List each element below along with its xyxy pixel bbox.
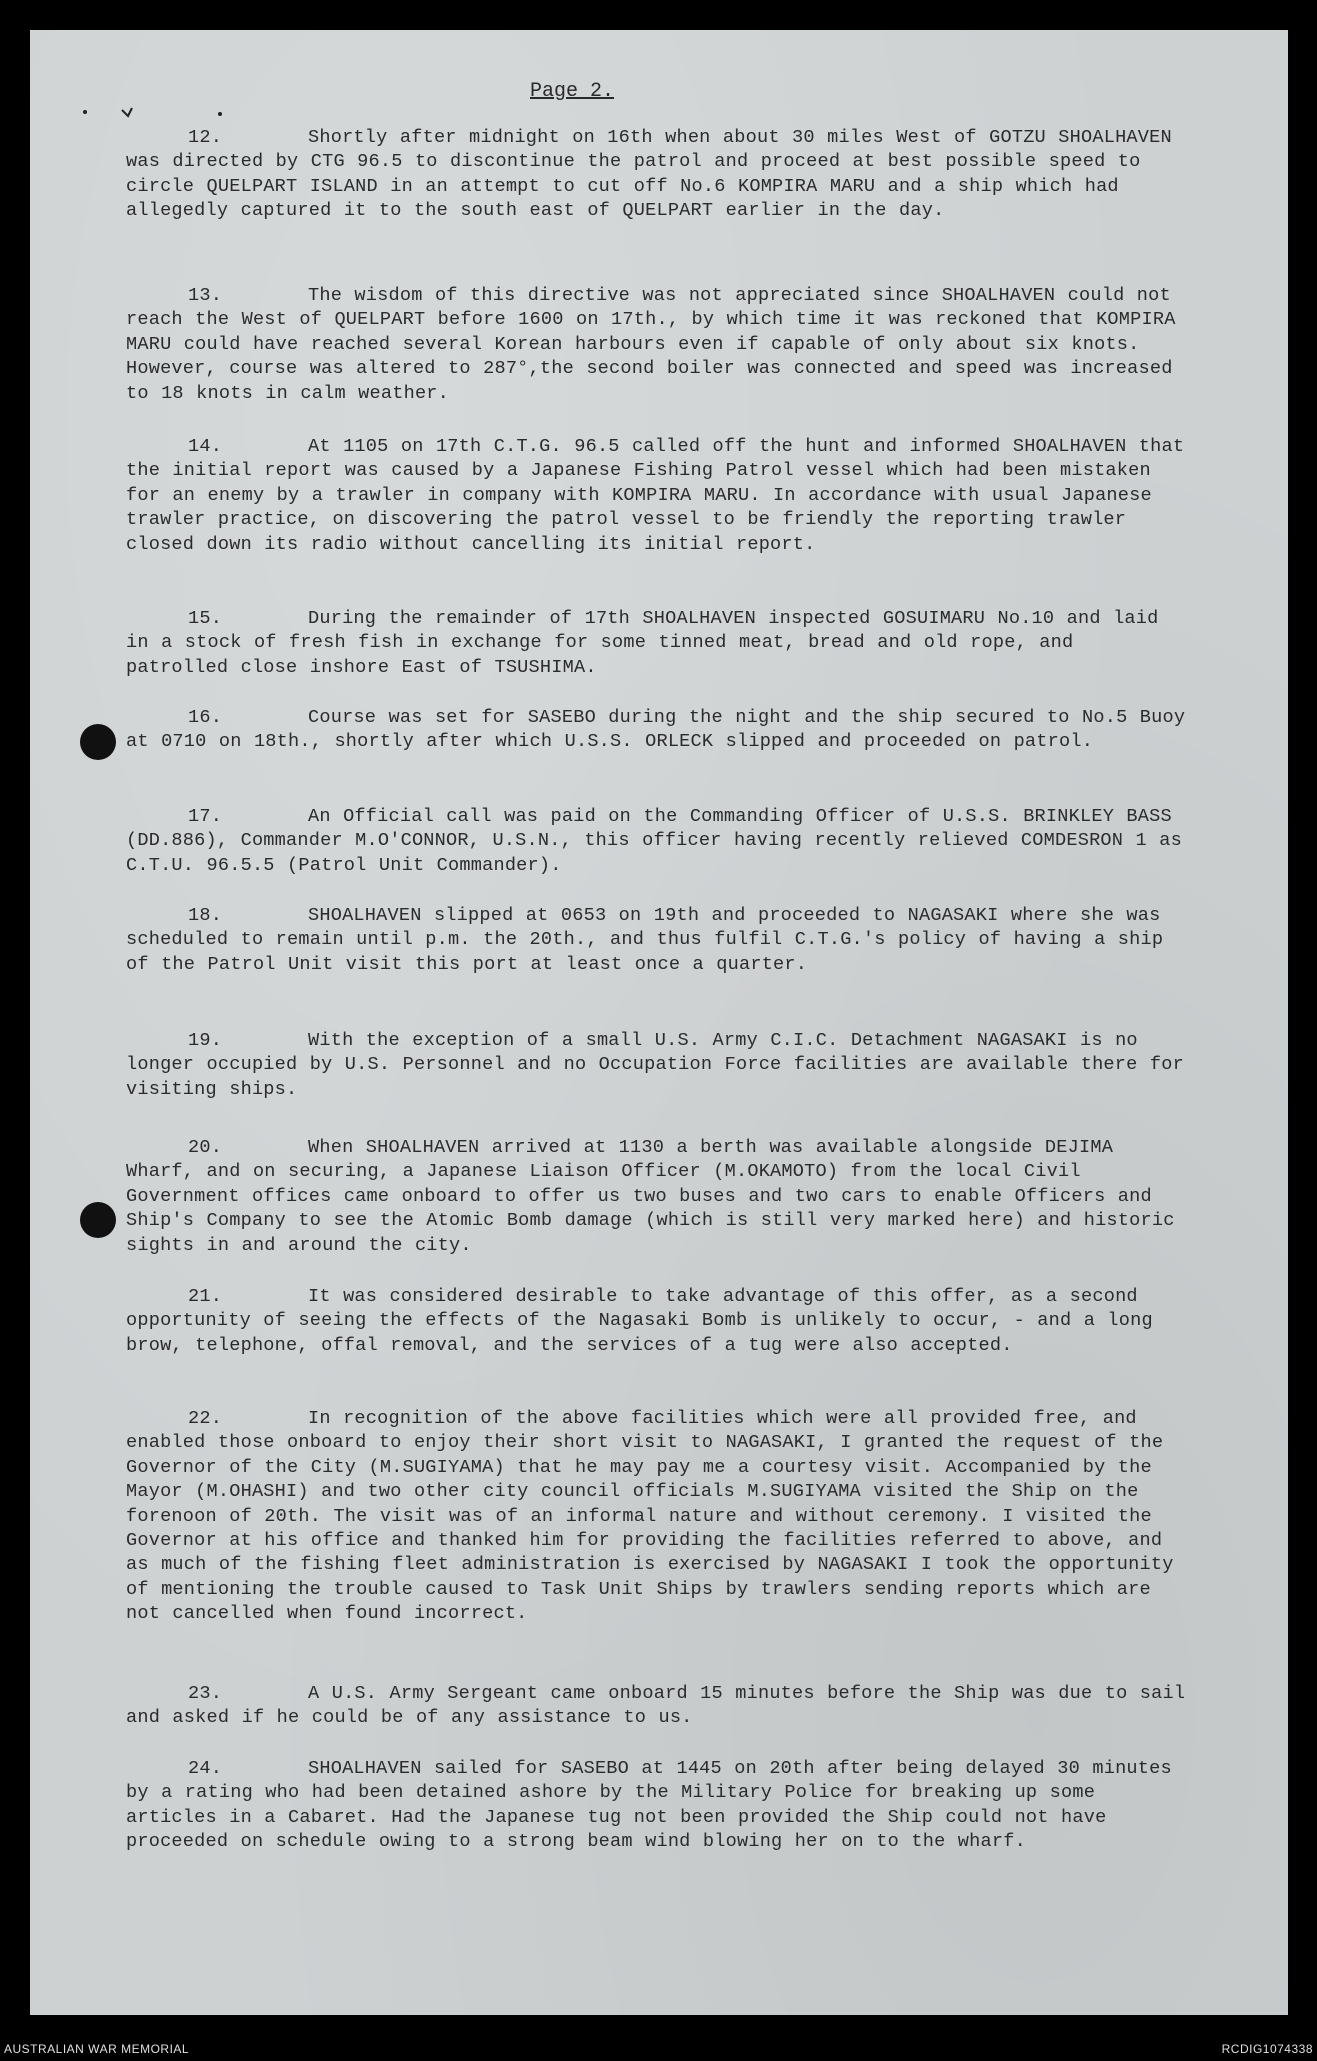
paragraph-number: 14. xyxy=(188,436,223,457)
paragraph-text: Course was set for SASEBO during the night and the ship secured to No.5 Buoy at 0710 on 18th., shortly after which U.S.S. ORLECK slipped and proceeded on patrol. xyxy=(126,707,1186,753)
paragraph-24 xyxy=(126,1757,1186,1855)
punch-hole-lower xyxy=(80,1202,116,1238)
paragraph-16 xyxy=(126,706,1186,755)
paragraph-text: Shortly after midnight on 16th when about 30 miles West of GOTZU SHOALHAVEN was directed by CTG 96.5 to discontinue the patrol and proceed at best possible speed to circle QUELPART ISLAND in an attempt to cut off No.6 KOMPIRA MARU and a ship which had allegedly captured it to the south east of QUELPART earlier in the day. xyxy=(126,127,1172,222)
paragraph-number: 17. xyxy=(188,806,223,827)
paragraph-12 xyxy=(126,126,1186,224)
footer-record-id: RCDIG1074338 xyxy=(1221,2042,1313,2056)
paragraph-number: 12. xyxy=(188,127,223,148)
paragraph-text: During the remainder of 17th SHOALHAVEN inspected GOSUIMARU No.10 and laid in a stock of fresh fish in exchange for some tinned meat, bread and old rope, and patrolled close inshore East of TSUSHIMA. xyxy=(126,608,1159,678)
paragraph-text: When SHOALHAVEN arrived at 1130 a berth was available alongside DEJIMA Wharf, and on securing, a Japanese Liaison Officer (M.OKAMOTO) from the local Civil Government offices came onboard to offer us two buses and two cars to enable Officers and Ship's Company to see the Atomic Bomb damage (which is still very marked here) and historic sights in and around the city. xyxy=(126,1137,1175,1256)
paragraph-text: The wisdom of this directive was not appreciated since SHOALHAVEN could not reach the West of QUELPART before 1600 on 17th., by which time it was reckoned that KOMPIRA MARU could have reached several Korean harbours even if capable of only about six knots. However, course was altered to 287°,the second boiler was connected and speed was increased to 18 knots in calm weather. xyxy=(126,285,1176,404)
paragraph-text: SHOALHAVEN slipped at 0653 on 19th and proceeded to NAGASAKI where she was scheduled to remain until p.m. the 20th., and thus fulfil C.T.G.'s policy of having a ship of the Patrol Unit visit this port at least once a quarter. xyxy=(126,905,1164,975)
paragraph-number: 18. xyxy=(188,905,223,926)
paragraph-20 xyxy=(126,1136,1186,1258)
paragraph-21 xyxy=(126,1285,1186,1358)
paragraph-17 xyxy=(126,805,1186,878)
paragraph-23 xyxy=(126,1682,1186,1731)
paragraph-19 xyxy=(126,1029,1186,1102)
paragraph-14 xyxy=(126,435,1186,557)
paragraph-number: 22. xyxy=(188,1408,223,1429)
paragraph-number: 15. xyxy=(188,608,223,629)
paragraph-number: 21. xyxy=(188,1286,223,1307)
paragraph-number: 20. xyxy=(188,1137,223,1158)
paragraph-number: 24. xyxy=(188,1758,223,1779)
paragraph-text: SHOALHAVEN sailed for SASEBO at 1445 on 20th after being delayed 30 minutes by a rating who had been detained ashore by the Military Police for breaking up some articles in a Cabaret. Had the Japanese tug not been provided the Ship could not have proceeded on schedule owing to a strong beam wind blowing her on to the wharf. xyxy=(126,1758,1172,1853)
paragraph-text: An Official call was paid on the Commanding Officer of U.S.S. BRINKLEY BASS (DD.886), Commander M.O'CONNOR, U.S.N., this officer having recently relieved COMDESRON 1 as C.T.U. 96.5.5 (Patrol Unit Commander). xyxy=(126,806,1182,876)
document-page xyxy=(30,30,1288,2015)
paragraph-text: At 1105 on 17th C.T.G. 96.5 called off the hunt and informed SHOALHAVEN that the initial report was caused by a Japanese Fishing Patrol vessel which had been mistaken for an enemy by a trawler in company with KOMPIRA MARU. In accordance with usual Japanese trawler practice, on discovering the patrol vessel to be friendly the reporting trawler closed down its radio without cancelling its initial report. xyxy=(126,436,1185,555)
paragraph-number: 16. xyxy=(188,707,223,728)
paragraph-13 xyxy=(126,284,1186,406)
paragraph-text: A U.S. Army Sergeant came onboard 15 minutes before the Ship was due to sail and asked if he could be of any assistance to us. xyxy=(126,1683,1186,1729)
paragraph-text: With the exception of a small U.S. Army C.I.C. Detachment NAGASAKI is no longer occupied by U.S. Personnel and no Occupation Force facilities are available there for visiting ships. xyxy=(126,1030,1184,1100)
paragraph-number: 23. xyxy=(188,1683,223,1704)
paragraph-text: In recognition of the above facilities which were all provided free, and enabled those onboard to enjoy their short visit to NAGASAKI, I granted the request of the Governor of the City (M.SUGIYAMA) that he may pay me a courtesy visit. Accompanied by the Mayor (M.OHASHI) and two other city council officials M.SUGIYAMA visited the Ship on the forenoon of 20th. The visit was of an informal nature and without ceremony. I visited the Governor at his office and thanked him for providing the facilities referred to above, and as much of the fishing fleet administration is exercised by NAGASAKI I took the opportunity of mentioning the trouble caused to Task Unit Ships by trawlers sending reports which are not cancelled when found incorrect. xyxy=(126,1408,1174,1625)
paragraph-18 xyxy=(126,904,1186,977)
paragraph-number: 19. xyxy=(188,1030,223,1051)
page-number: Page 2. xyxy=(530,80,615,103)
paragraph-15 xyxy=(126,607,1186,680)
punch-hole-upper xyxy=(80,724,116,760)
paragraph-number: 13. xyxy=(188,285,223,306)
paragraph-22 xyxy=(126,1407,1186,1627)
paragraph-text: It was considered desirable to take advantage of this offer, as a second opportunity of seeing the effects of the Nagasaki Bomb is unlikely to occur, - and a long brow, telephone, offal removal, and the services of a tug were also accepted. xyxy=(126,1286,1153,1356)
footer-archive-name: AUSTRALIAN WAR MEMORIAL xyxy=(4,2042,190,2056)
